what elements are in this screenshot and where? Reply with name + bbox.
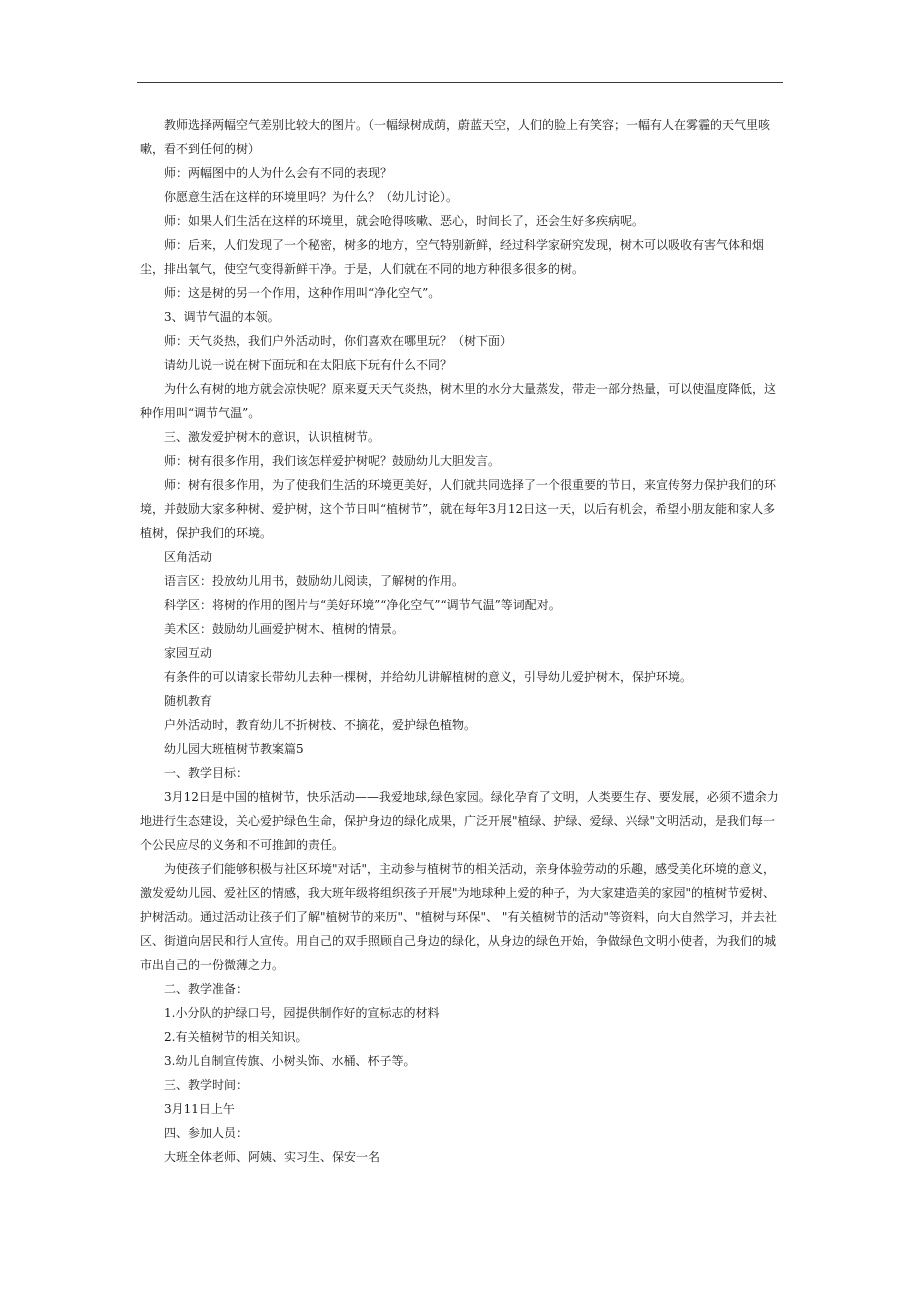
section-heading: 一、教学目标：	[164, 766, 249, 780]
section-heading: 四、参加人员：	[164, 1126, 249, 1140]
paragraph: 语言区：投放幼儿用书，鼓励幼儿阅读，了解树的作用。	[164, 574, 465, 588]
header-rule	[137, 82, 783, 83]
paragraph: 师：两幅图中的人为什么会有不同的表现？	[164, 166, 393, 180]
list-item: 1.小分队的护绿口号，园提供制作好的宣标志的材料	[164, 1006, 440, 1020]
section-heading: 随机教育	[164, 694, 213, 708]
section-heading: 二、教学准备：	[164, 982, 249, 996]
paragraph: 教师选择两幅空气差别比较大的图片。（一幅绿树成荫，蔚蓝天空，人们的脸上有笑容；一幅有人在雾霾的天气里咳嗽，看不到任何的树）	[140, 118, 771, 156]
document-body	[140, 113, 785, 1169]
section-heading: 三、激发爱护树木的意识，认识植树节。	[164, 430, 381, 444]
paragraph: 有条件的可以请家长带幼儿去种一棵树，并给幼儿讲解植树的意义，引导幼儿爱护树木，保护环境。	[164, 670, 693, 684]
paragraph: 师：树有很多作用，为了使我们生活的环境更美好，人们就共同选择了一个很重要的节日，来宣传努力保护我们的环境，并鼓励大家多种树、爱护树，这个节日叫“植树节”，就在每年3月12日这一天，以后有机会，希望小朋友能和家人多植树，保护我们的环境。	[140, 478, 777, 540]
paragraph: 师：后来，人们发现了一个秘密，树多的地方，空气特别新鲜，经过科学家研究发现，树木可以吸收有害气体和烟尘，排出氧气，使空气变得新鲜干净。于是，人们就在不同的地方种很多很多的树。	[140, 238, 765, 276]
paragraph: 为什么有树的地方就会凉快呢？原来夏天天气炎热，树木里的水分大量蒸发，带走一部分热量，可以使温度降低，这种作用叫“调节气温”。	[140, 382, 777, 420]
paragraph: 为使孩子们能够积极与社区环境"对话"，主动参与植树节的相关活动，亲身体验劳动的乐趣，感受美化环境的意义，激发爱幼儿园、爱社区的情感，我大班年级将组织孩子开展"为地球种上爱的种子，为大家建造美的家园"的植树节爱树、护树活动。通过活动让孩子们了解"植树节的来历"、"植树与环保"、 "有关植树节的活动"等资料，向大自然学习，并去社区、街道向居民和行人宣传。用自己的双手照顾自己身边的绿化，从身边的绿色开始，争做绿色文明小使者，为我们的城市出自己的一份微薄之力。	[140, 862, 777, 972]
paragraph: 户外活动时，教育幼儿不折树枝、不摘花，爱护绿色植物。	[164, 718, 477, 732]
paragraph: 大班全体老师、阿姨、实习生、保安一名	[164, 1150, 381, 1164]
section-heading: 区角活动	[164, 550, 213, 564]
section-heading: 三、教学时间：	[164, 1078, 249, 1092]
document-title: 幼儿园大班植树节教案篇5	[164, 742, 304, 756]
paragraph: 请幼儿说一说在树下面玩和在太阳底下玩有什么不同？	[164, 358, 453, 372]
list-item: 3.幼儿自制宣传旗、小树头饰、水桶、杯子等。	[164, 1054, 416, 1068]
paragraph: 你愿意生活在这样的环境里吗？为什么？（幼儿讨论）。	[164, 190, 459, 204]
section-heading: 3、调节气温的本领。	[164, 310, 280, 324]
paragraph: 科学区：将树的作用的图片与“美好环境”“净化空气”“调节气温”等词配对。	[164, 598, 561, 612]
paragraph: 师：如果人们生活在这样的环境里，就会呛得咳嗽、恶心，时间长了，还会生好多疾病呢。	[164, 214, 645, 228]
paragraph: 师：这是树的另一个作用，这种作用叫“净化空气”。	[164, 286, 441, 300]
paragraph: 师：天气炎热，我们户外活动时，你们喜欢在哪里玩？（树下面）	[164, 334, 513, 348]
paragraph: 美术区：鼓励幼儿画爱护树木、植树的情景。	[164, 622, 405, 636]
list-item: 2.有关植树节的相关知识。	[164, 1030, 308, 1044]
paragraph: 师：树有很多作用，我们该怎样爱护树呢？鼓励幼儿大胆发言。	[164, 454, 501, 468]
paragraph: 3月11日上午	[164, 1102, 235, 1116]
section-heading: 家园互动	[164, 646, 213, 660]
paragraph: 3月12日是中国的植树节，快乐活动——我爱地球,绿色家园。绿化孕育了文明，人类要生存、要发展，必须不遗余力地进行生态建设，关心爱护绿色生命，保护身边的绿化成果，广泛开展"植绿、护绿、爱绿、兴绿"文明活动，是我们每一个公民应尽的义务和不可推卸的责任。	[140, 790, 779, 852]
